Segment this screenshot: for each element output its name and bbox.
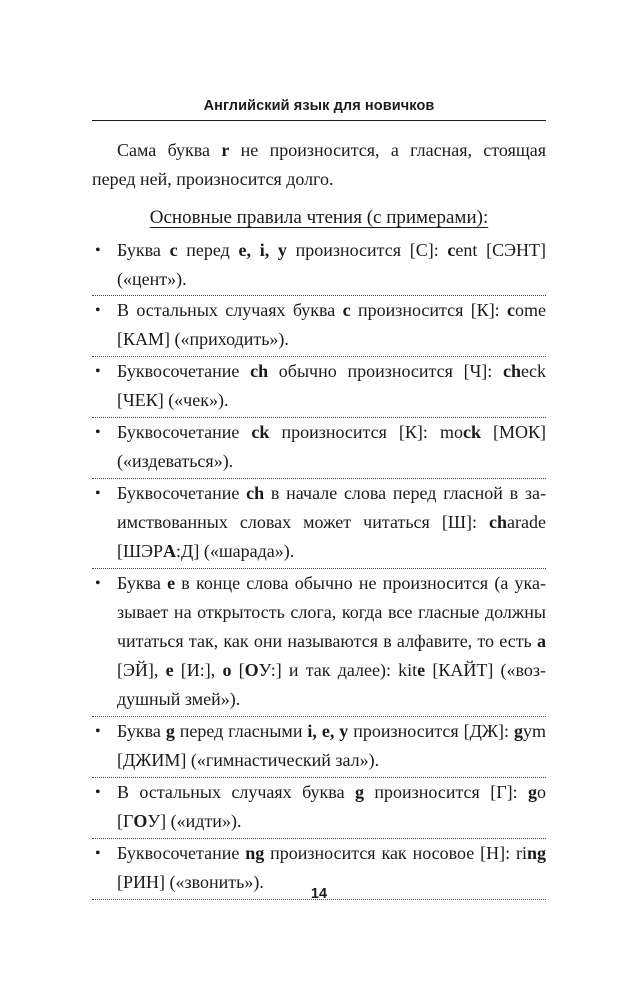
rule-item [92, 569, 546, 717]
bullet-icon: • [95, 363, 101, 380]
bullet-icon: • [95, 723, 101, 740]
running-header: Английский язык для новичков [203, 98, 435, 114]
rule-text: Буквосочетание ch в начале слова перед гласной в заимствованных словах может читаться [Ш]: charade [ШЭРА:Д] («шарада»). [117, 483, 546, 561]
rule-item [92, 357, 546, 418]
rule-item [92, 296, 546, 357]
rule-text: Буквосочетание ch обычно произносится [Ч]: check [ЧЕК] («чек»). [117, 361, 546, 410]
rule-text: В остальных случаях буква c произносится [К]: come [КАМ] («приходить»). [117, 300, 546, 349]
page-number: 14 [310, 886, 328, 902]
bullet-icon: • [95, 424, 101, 441]
bullet-icon: • [95, 845, 101, 862]
bullet-icon: • [95, 485, 101, 502]
header-rule [92, 120, 546, 121]
rule-item [92, 717, 546, 778]
bullet-icon: • [95, 575, 101, 592]
rules-list [92, 236, 546, 900]
rule-text: Буквосочетание ng произносится как носовое [Н]: ring [РИН] («звонить»). [117, 843, 547, 892]
rule-text: Буква e в конце слова обычно не произносится (а указывает на открытость слога, когда все гласные должны читаться так, как они называются в алфавите, то есть a [ЭЙ], e [И:], o [ОУ:] и так далее): kite [КАЙТ] («воздушный змей»). [117, 573, 546, 709]
rule-text: Буквосочетание ck произносится [К]: mock [МОК] («издеваться»). [117, 422, 547, 471]
bullet-icon: • [95, 242, 101, 259]
rule-item [92, 236, 546, 296]
bullet-icon: • [95, 302, 101, 319]
section-title-text: Основные правила чтения (с примерами): [149, 207, 489, 228]
intro-paragraph: Сама буква r не произносится, а гласная, стоящая перед ней, произносится долго. [92, 140, 546, 189]
bullet-icon: • [95, 784, 101, 801]
rule-item [92, 778, 546, 839]
rule-text: В остальных случаях буква g произносится [Г]: go [ГОУ] («идти»). [117, 782, 546, 831]
rule-text: Буква g перед гласными i, e, y произносится [ДЖ]: gym [ДЖИМ] («гимнастический зал»). [117, 721, 546, 770]
rule-item [92, 479, 546, 569]
rule-item [92, 418, 546, 479]
section-title [92, 205, 546, 231]
rule-text: Буква c перед e, i, y произносится [С]: cent [СЭНТ] («цент»). [117, 240, 546, 289]
